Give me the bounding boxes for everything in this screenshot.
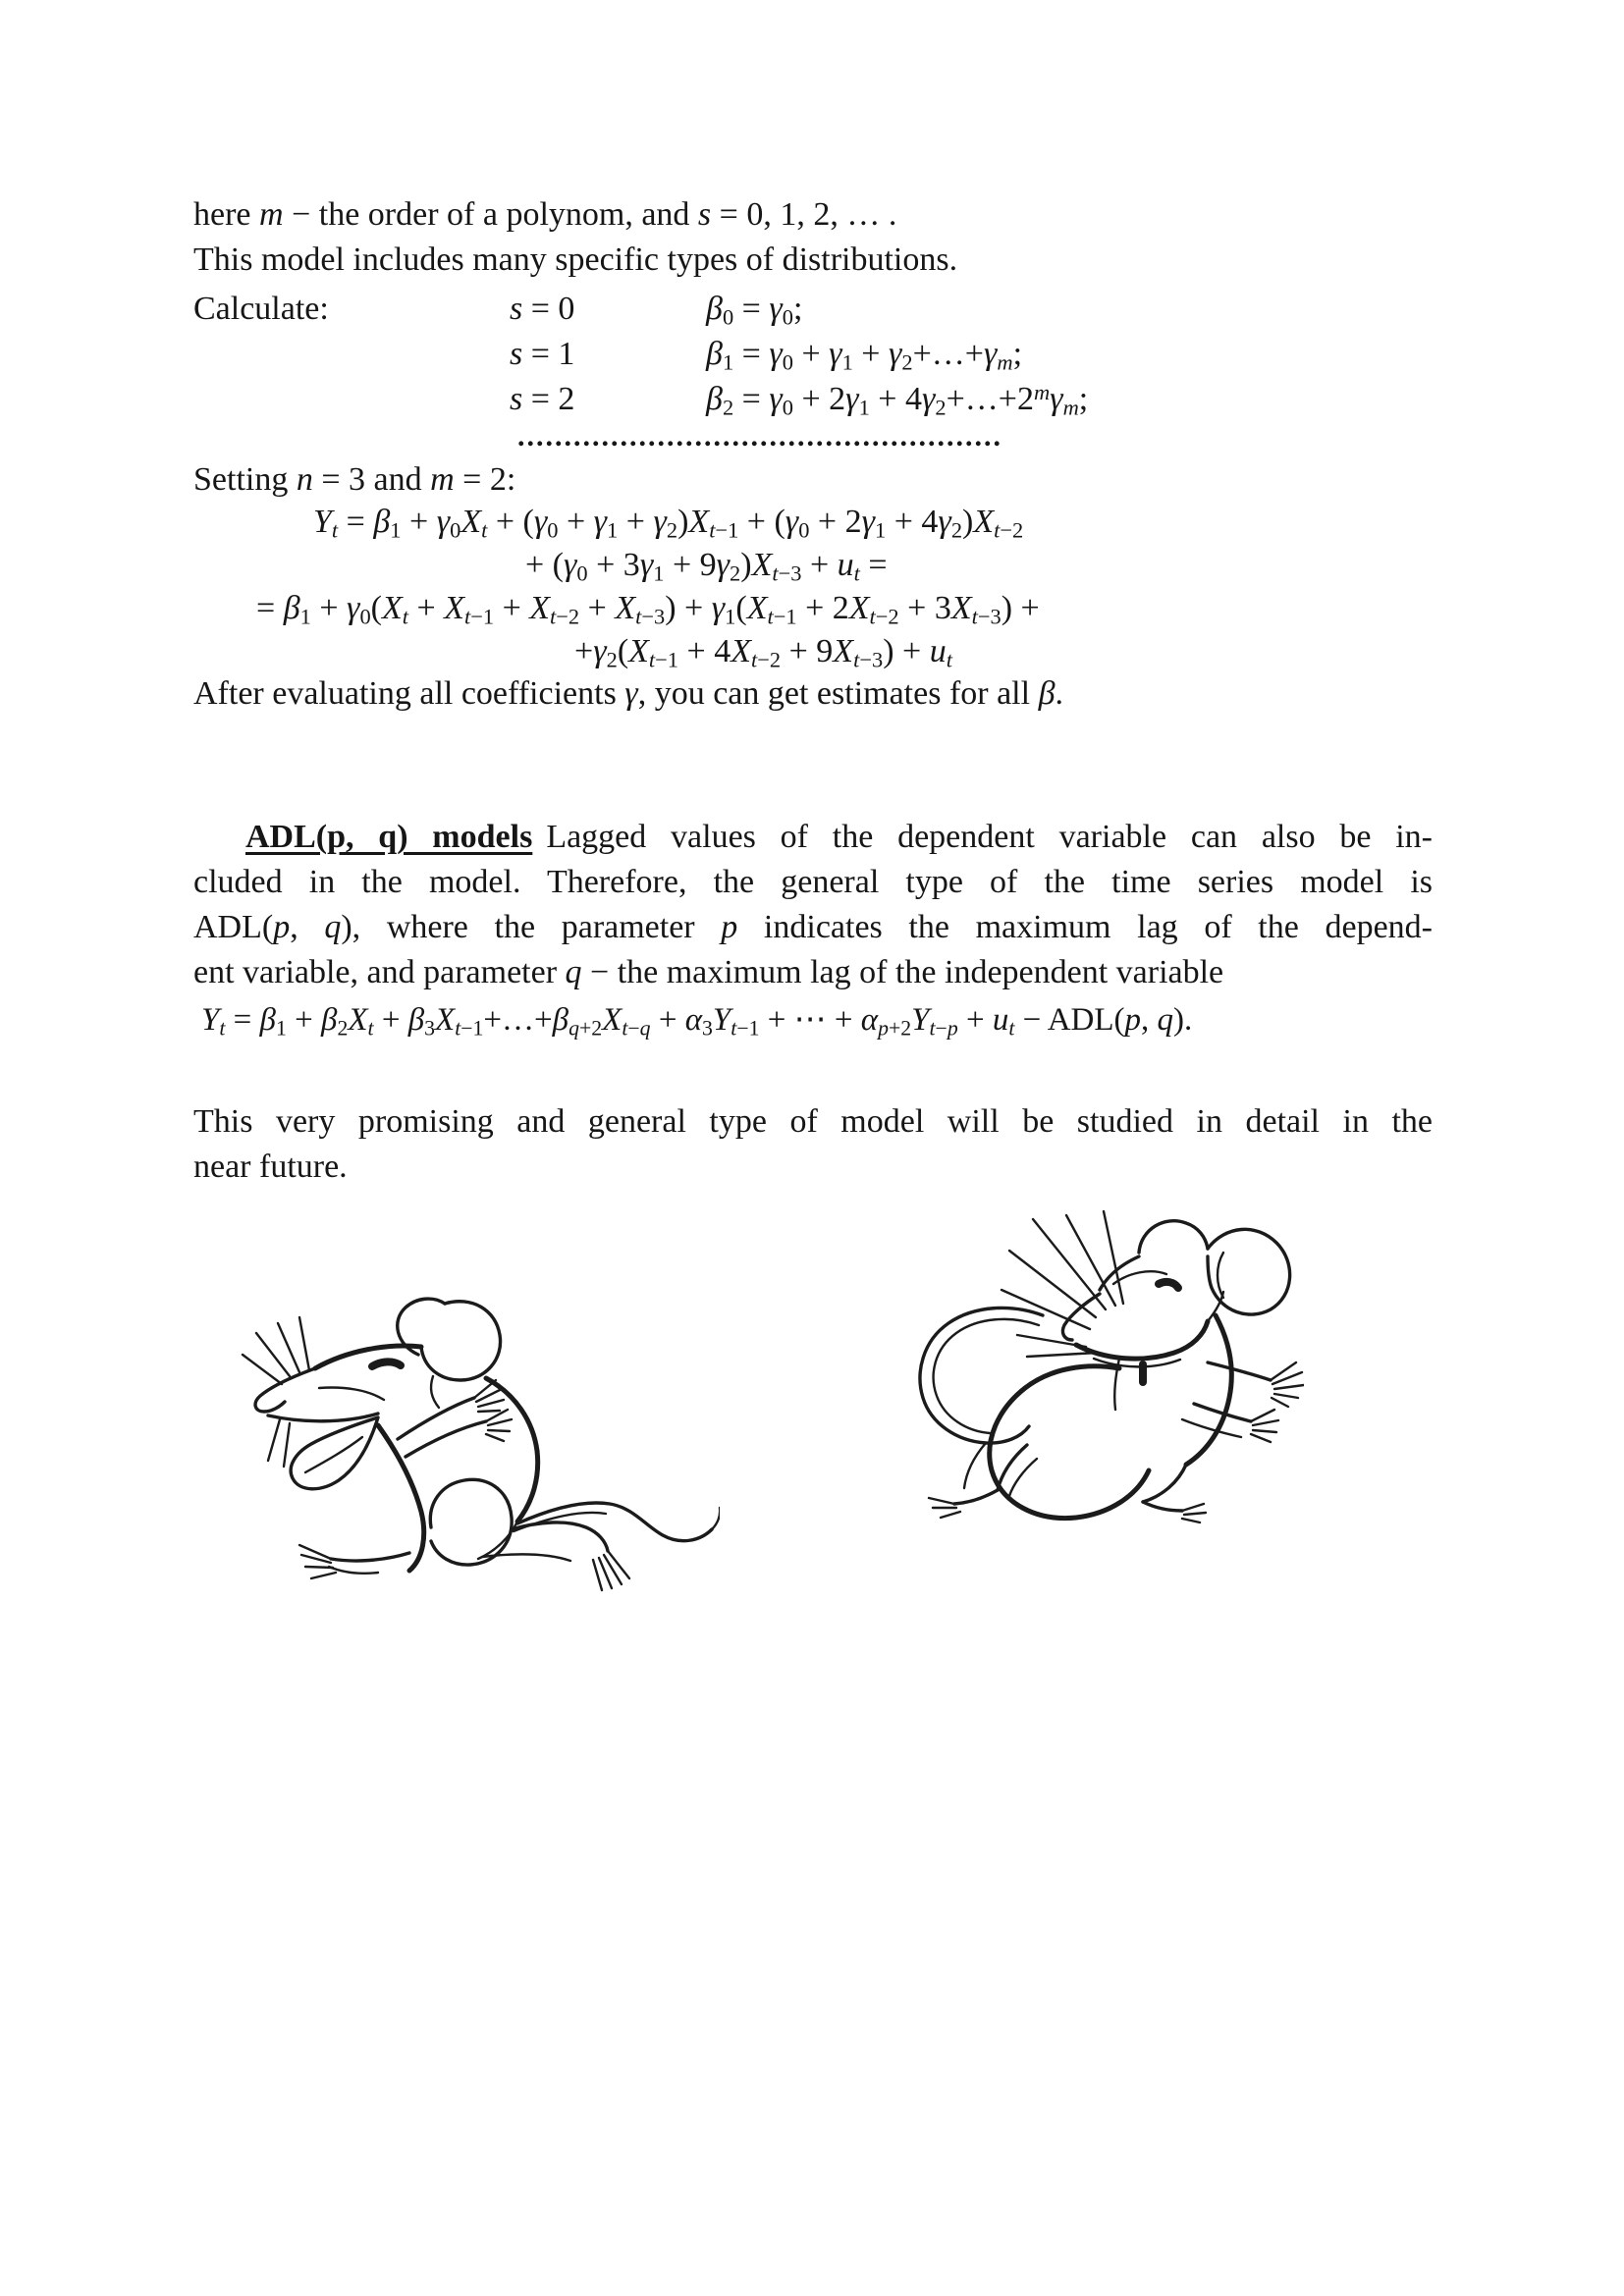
paragraph-line: This model includes many specific types of distributions. [193,241,958,278]
mouse-left-head [255,1346,421,1489]
beta-formula: $\beta_2 = \gamma_0 + 2\gamma_1$ + $4\gamma_2+\dots+2^m\gamma_m$; [706,379,1089,420]
calculate-label: Calculate: [193,291,329,327]
s-value: s = 2 [510,381,575,417]
mouse-right-body [990,1315,1232,1519]
mouse-right-tail [920,1308,1043,1488]
beta-formula: $\beta_1 = \gamma_0 + \gamma_1$ + $\gamma_2+\dots+\gamma_m$; [706,336,1023,375]
equation-line: $+\gamma_2(X_{t-1} + 4X_{t-2} + 9X_{t-3}) + u_t$ [574,633,952,672]
setting-line: Setting n = 3 and m = 2: [193,461,516,498]
mouse-running-right-illustration [911,1209,1304,1533]
beta-formula: $\beta_0 = \gamma_0$; [706,291,803,330]
adl-paragraph [193,815,1433,995]
adl-equation: $Y_t = \beta_1 + \beta_2X_t$ + $\beta_3X_{t-1}+\dots+\beta_{q+2}X_{t-q} + \alpha_3Y_{t-1}$ + ⋯ + $\alpha_{p+2}Y_{t-p} + u_t - ADL(p$, q). [201,1002,1193,1041]
closing-paragraph [193,1099,1433,1190]
paragraph-line: ADL(p, q), where the parameter p indicates the maximum lag of the depend- [193,909,1433,945]
mouse-left-tail [514,1503,720,1541]
adl-first-line [193,815,1433,860]
paragraph-line: cluded in the model. Therefore, the general type of the time series model is [193,864,1433,900]
equation-line: $Y_t = \beta_1 + \gamma_0X_t + (\gamma_0 + \gamma_1 + \gamma_2)X_{t-1} + (\gamma_0 + 2\gamma_1 + 4\gamma_2)X_{t-2}$ [313,504,1024,543]
dotted-separator: .................................................... [517,420,1002,453]
paragraph-polynom [193,192,1433,283]
equation-line: = $\beta_1 + \gamma_0(X_t + X_{t-1} + X_{t-2} + X_{t-3}) + \gamma_1(X_{t-1} + 2X_{t-2} + 3X_{t-3})$ + [256,590,1040,629]
mouse-left-whiskers [243,1317,309,1467]
adl-heading: ADL(p, q) models [245,819,533,855]
equation-line: + $(\gamma_0 + 3\gamma_1 + 9\gamma_2)X_{t-3} + u_t$ = [525,547,888,586]
mouse-left-legs [299,1522,629,1590]
paragraph-line: ent variable, and parameter q − the maximum lag of the independent variable [193,954,1224,990]
paragraph-line: This very promising and general type of model will be studied in detail in the [193,1103,1433,1140]
mouse-right-legs [929,1445,1206,1522]
mouse-left-body [378,1378,538,1571]
paragraph-line: near future. [193,1148,348,1185]
mouse-running-left-illustration [229,1294,720,1603]
calculate-block [193,287,1433,422]
adl-line-rest: Lagged values of the dependent variable can also be in- [546,819,1434,855]
mouse-right-face [1062,1256,1223,1382]
paragraph-line: here m − the order of a polynom, and s = 0, 1, 2, … . [193,196,897,233]
after-evaluating-line: After evaluating all coefficients γ, you can get estimates for all β. [193,675,1064,712]
mouse-right-arms [1182,1362,1304,1442]
mouse-right-ears [1139,1221,1290,1314]
derivation-block [193,501,1433,673]
mouse-left-ear [398,1299,501,1408]
s-value: s = 1 [510,336,575,372]
mouse-left-arms [398,1380,512,1457]
s-value: s = 0 [510,291,575,327]
